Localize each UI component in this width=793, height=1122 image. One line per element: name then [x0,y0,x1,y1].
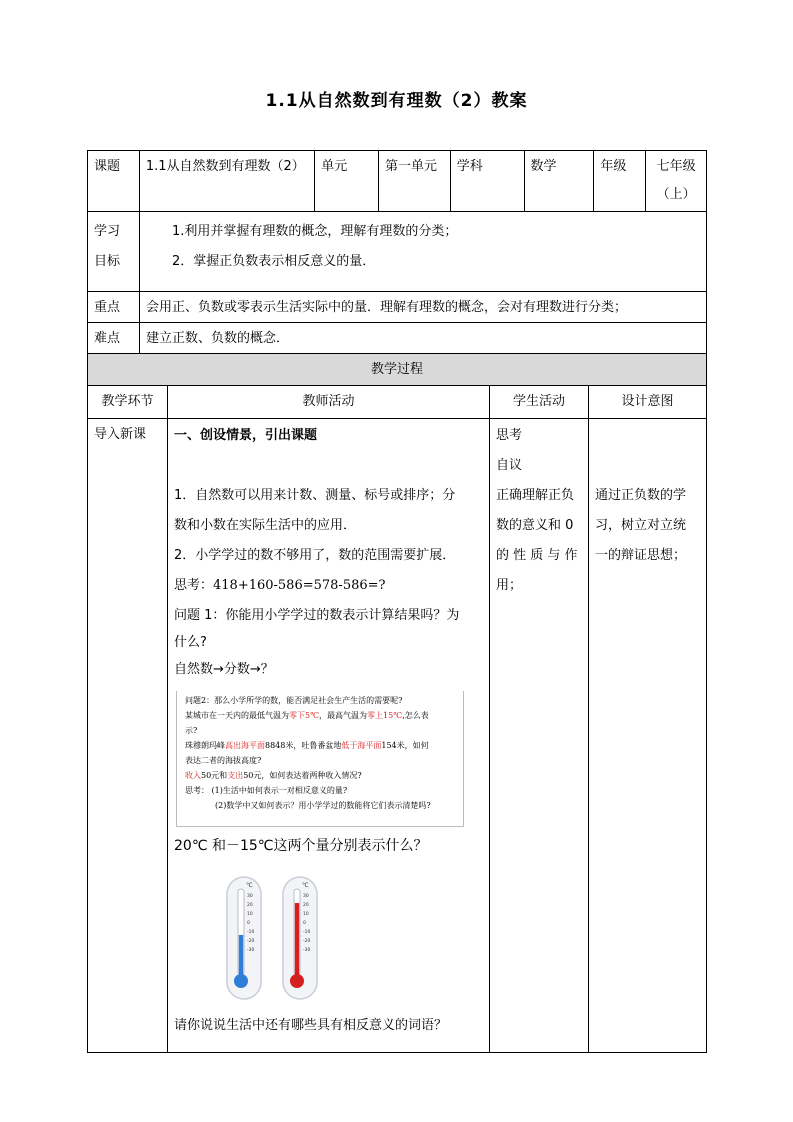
slide-line: 思考： (1)生活中如何表示一对相反意义的量? [185,786,348,795]
embedded-slide-image [176,691,464,827]
subject-label: 学科 [451,151,525,211]
unit-value: 第一单元 [379,151,451,211]
slide-line [185,768,455,783]
process-columns-row [88,386,706,419]
thermo-tick: -30 [303,948,311,953]
slide-highlight: 零下5℃ [289,711,320,720]
teacher-heading: 一、创设情景，引出课题 [174,428,318,443]
design-line: 习，树立对立统 [595,518,687,533]
process-heading-row [88,354,706,386]
difficult-text: 建立正数、负数的概念． [146,331,290,346]
thermo-tick: 20 [303,903,309,908]
number-chain: 自然数→分数→？ [174,662,274,677]
thermo-tick: 10 [247,912,253,917]
teacher-activity-cell [168,419,490,1052]
col-teacher: 教师活动 [168,386,490,418]
thermo-unit: ℃ [302,882,309,889]
goal-item: 2．掌握正负数表示相反意义的量． [172,254,376,269]
slide-highlight: 零上15℃ [367,711,403,720]
thermo-tick: -20 [303,939,311,944]
slide-text: 珠穆朗玛峰 [185,741,225,750]
thermo-tick: 0 [247,921,250,926]
question-1a: 问题 1：你能用小学学过的数表示计算结果吗？为 [174,608,460,623]
student-line: 正确理解正负 [496,488,575,503]
thermo-tick: -20 [247,939,255,944]
teacher-point-2: 2．小学学过的数不够用了，数的范围需要扩展． [174,548,456,563]
col-stage: 教学环节 [88,386,168,418]
grade-value [646,151,706,211]
slide-text: ,怎么表 [402,711,429,720]
grade-value-line2: （上） [656,187,696,202]
question-1b: 什么? [174,635,207,650]
student-activity-cell [490,419,589,1052]
design-line: 通过正负数的学 [595,488,687,503]
goals-row [88,212,706,292]
thermo-tick: -10 [247,930,255,935]
student-line: 思考 [496,428,523,443]
thermo-tick: 20 [247,903,253,908]
slide-line: 表达二者的海拔高度? [185,756,262,765]
slide-highlight: 低于海平面 [341,741,382,750]
goals-label-line2: 目标 [94,254,121,269]
col-student: 学生活动 [490,386,589,418]
difficult-label: 难点 [88,323,140,353]
slide-highlight: 收入 [185,771,201,780]
student-line: 的 性 质 与 作 [496,548,578,563]
student-line: 用； [496,578,523,593]
thermometer-blue-icon [224,875,264,1001]
thermo-unit: ℃ [246,882,253,889]
slide-text: 8848米，吐鲁番盆地 [265,741,342,750]
process-heading: 教学过程 [370,362,423,377]
document-title: 1.1从自然数到有理数（2）教案 [265,91,528,111]
thermo-tick: 10 [303,912,309,917]
subject-value: 数学 [525,151,595,211]
slide-line [185,708,455,723]
slide-text: 50元，如何表达着两种收入情况? [243,771,362,780]
lesson-plan-table [87,150,707,1053]
design-line: 一的辩证思想； [595,548,687,563]
slide-text: 154米，如何 [381,741,429,750]
thermo-tick: -10 [303,930,311,935]
slide-text: ，最高气温为 [319,711,368,720]
thermo-tick: -30 [247,948,255,953]
slide-text: 某城市在一天内的最低气温为 [185,711,289,720]
slide-line: 示? [185,726,198,735]
slide-highlight: 支出 [227,771,244,780]
grade-value-line1: 七年级 [656,159,696,174]
goal-item: 1.利用并掌握有理数的概念，理解有理数的分类； [172,224,458,239]
grade-label: 年级 [594,151,646,211]
thermometer-images [224,875,483,1001]
section-row [88,419,706,1052]
thermo-tick: 30 [247,894,253,899]
key-label: 重点 [88,292,140,322]
teacher-point-1a: 1．自然数可以用来计数、测量、标号或排序；分 [174,488,456,503]
goals-label [88,212,140,291]
key-text: 会用正、负数或零表示生活实际中的量．理解有理数的概念，会对有理数进行分类； [146,300,628,315]
thermo-tick: 30 [303,894,309,899]
unit-label: 单元 [315,151,379,211]
slide-line: 问题2：那么小学所学的数，能否满足社会生产生活的需要呢? [185,696,403,705]
think-expression: 思考：418+160-586=578-586=? [174,578,386,593]
student-line: 自议 [496,458,523,473]
slide-highlight: 高出海平面 [225,741,265,750]
goals-content [140,212,706,291]
slide-text: 50元和 [201,771,228,780]
key-row [88,292,706,323]
spacer [174,451,483,481]
slide-line [185,738,455,753]
thermo-tick: 0 [303,921,306,926]
difficult-row [88,323,706,354]
temperature-question: 20℃ 和－15℃这两个量分别表示什么？ [174,838,428,854]
design-intent-cell [589,419,706,1052]
closing-question: 请你说说生活中还有哪些具有相反意义的词语？ [174,1018,448,1033]
course-label: 课题 [88,151,140,211]
thermometer-red-icon [280,875,320,1001]
course-value: 1.1从自然数到有理数（2） [140,151,315,211]
slide-line: (2)数学中又如何表示？用小学学过的数能将它们表示清楚吗? [215,801,431,810]
student-line: 数的意义和 0 [496,518,574,533]
teacher-point-1b: 数和小数在实际生活中的应用． [174,518,357,533]
col-design: 设计意图 [621,394,674,409]
stage-cell: 导入新课 [88,419,168,1052]
goals-label-line1: 学习 [94,224,121,239]
info-row [88,151,706,212]
